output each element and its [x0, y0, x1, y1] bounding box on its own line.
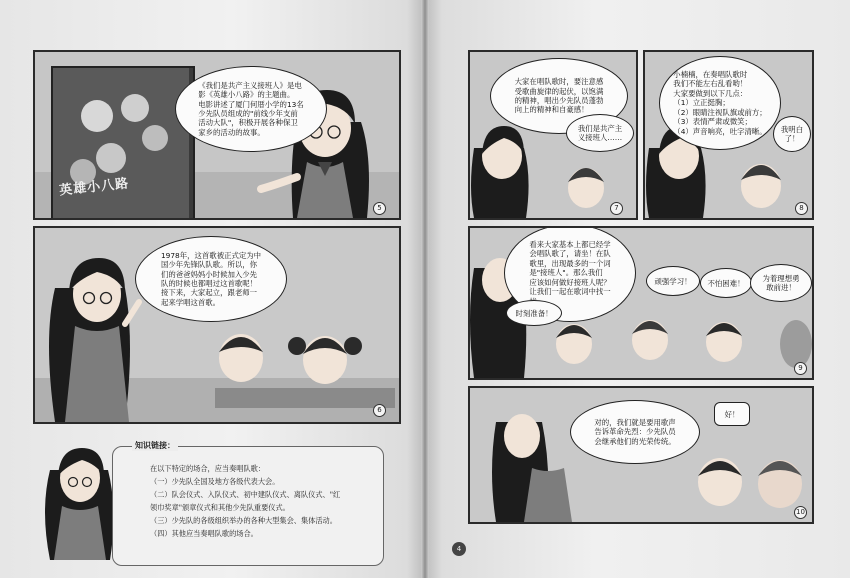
panel-10-kids-text: 好！	[724, 409, 740, 419]
panel-6-speech-bubble	[135, 236, 287, 322]
panel-10-number: 10	[794, 506, 807, 519]
panel-10-teacher-text: 对的，我们就是要用歌声 告诉革命先烈：少先队员 会继承他们的光荣传统。	[594, 417, 676, 446]
panel-5-speech-bubble	[175, 66, 327, 152]
knowledge-title: 知识链接：	[132, 440, 178, 451]
panel-9-kid-text-1: 时刻准备！	[515, 308, 553, 318]
panel-8-kid-text: 我明白 了！	[780, 125, 804, 143]
panel-5	[33, 50, 401, 220]
panel-5-speech-text: 《我们是共产主义接班人》是电 影《英雄小八路》的主题曲。 电影讲述了厦门何厝小学的13名 少先队员组成的"前线少年支前 活动大队"，积极开展各种保卫 家乡的活动的故事。	[198, 80, 304, 137]
poster-title: 英雄小八路	[58, 176, 130, 199]
knowledge-text: 在以下特定的场合，应当奏唱队歌： （一）少先队全国及地方各级代表大会。 （二）队会仪式、入队仪式、初中建队仪式、离队仪式、"红 领巾奖章"颁章仪式和其他少先队重要仪式。 （三）少先队的各级组织举办的各种大型集会、集体活动。 （四）其他应当奏唱队歌的场合。	[150, 464, 341, 538]
panel-6	[33, 226, 401, 424]
panel-8-kid-bubble	[773, 116, 811, 152]
panel-9-kid-bubble-4	[750, 264, 812, 302]
panel-5-number: 5	[373, 202, 386, 215]
panel-9-kid-bubble-3	[700, 268, 752, 298]
panel-8-teacher-bubble	[659, 56, 781, 150]
panel-7-kid-text: 我们是共产主 义接班人……	[577, 124, 623, 142]
panel-8-teacher-text: 小楠楠，在奏唱队歌时 我们不能左右乱看哟！ 大家要做到以下几点： （1）立正挺胸； （2）眼睛注视队旗或前方； （3）表情严肃或微笑； （4）声音响亮，吐字清晰。	[673, 70, 767, 136]
panel-9-kid-text-3: 不怕困难！	[707, 278, 745, 288]
panel-8	[643, 50, 814, 220]
panel-9-teacher-text: 看来大家基本上都已经学 会唱队歌了，请坐！在队 歌里，出现最多的一个词 是"接班人"。那么我们 应该如何做好接班人呢？ 让我们一起在歌词中找一	[529, 240, 611, 297]
panel-9-kid-text-4: 为着理想勇 敢前进！	[762, 274, 800, 292]
panel-7-kid-bubble	[566, 114, 634, 152]
panel-10-kids-bubble	[714, 402, 750, 426]
book-gutter	[421, 0, 429, 578]
panel-9-kid-bubble-1	[506, 300, 562, 326]
panel-10-teacher-bubble	[570, 400, 700, 464]
panel-7	[468, 50, 638, 220]
panel-10	[468, 386, 814, 524]
page-number: 4	[452, 542, 466, 556]
panel-7-number: 7	[610, 202, 623, 215]
panel-9-number: 9	[794, 362, 807, 375]
panel-9	[468, 226, 814, 380]
panel-6-speech-text: 1978年，这首歌被正式定为中 国少年先锋队队歌。所以，你 们的爸爸妈妈小时候加入少先 队的时候也都唱过这首歌呢！ 接下来，大家起立，跟老师一 起来学唱这首歌。	[160, 250, 262, 307]
panel-8-number: 8	[795, 202, 808, 215]
panel-6-number: 6	[373, 404, 386, 417]
panel-9-kid-text-2: 顽强学习！	[654, 276, 692, 286]
panel-7-teacher-text: 大家在唱队歌时，要注意感 受歌曲旋律的起伏，以饱满 的精神，唱出少先队员蓬勃 向上的精神和自豪感！	[514, 77, 604, 115]
panel-9-kid-bubble-2	[646, 266, 700, 296]
